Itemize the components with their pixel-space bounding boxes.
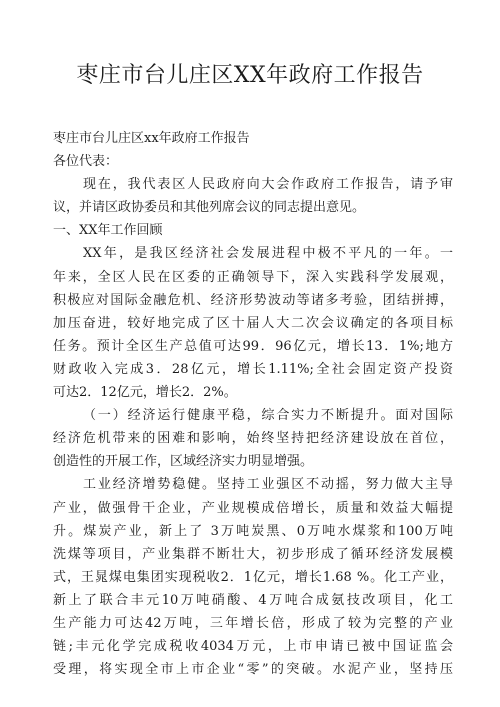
- body-line: 生产能力可达42万吨，三年增长倍，形成了较为完整的产业: [53, 615, 453, 631]
- section-heading: 一、XX年工作回顾: [53, 223, 163, 239]
- body-line: 受理，将实现全市上市企业“零”的突破。水泥产业，坚持压: [53, 662, 453, 678]
- body-line: 财政收入完成3．28亿元，增长1.11%;全社会固定资产投资: [53, 361, 453, 377]
- body-line: 链;丰元化学完成税收4034万元，上市申请已被中国证监会: [53, 639, 453, 655]
- body-line: 任务。预计全区生产总值可达99．96亿元，增长13．1%;地方: [53, 338, 453, 354]
- body-line: 工业经济增势稳健。坚持工业强区不动摇，努力做大主导: [83, 477, 453, 493]
- subsection-line: （一）经济运行健康平稳，综合实力不断提升。面对国际: [83, 408, 453, 424]
- document-title: 枣庄市台儿庄区XX年政府工作报告: [76, 63, 424, 88]
- body-line-salutation: 各位代表：: [53, 154, 119, 170]
- body-line: 现在，我代表区人民政府向大会作政府工作报告，请予审: [83, 177, 453, 193]
- body-line: 新上了联合丰元10万吨硝酸、4万吨合成氨技改项目，化工: [53, 592, 453, 608]
- body-line: 经济危机带来的困难和影响，始终坚持把经济建设放在首位，: [53, 431, 453, 447]
- body-line: XX年，是我区经济社会发展进程中极不平凡的一年。一: [83, 246, 453, 262]
- body-line: 式，王晁煤电集团实现税收2．1亿元，增长1.68 %。化工产业，: [53, 569, 453, 585]
- body-line-subtitle: 枣庄市台儿庄区xx年政府工作报告: [53, 131, 250, 146]
- body-line: 议，并请区政协委员和其他列席会议的同志提出意见。: [53, 200, 366, 216]
- body-line: 加压奋进，较好地完成了区十届人大二次会议确定的各项目标: [53, 315, 453, 331]
- body-line: 升。煤炭产业，新上了 3万吨炭黑、0万吨水煤浆和100万吨: [53, 523, 453, 539]
- body-line: 积极应对国际金融危机、经济形势波动等诸多考验，团结拼搏，: [53, 292, 453, 308]
- body-line: 可达2．12亿元，增长2．2%。: [53, 385, 237, 401]
- body-line: 年来，全区人民在区委的正确领导下，深入实践科学发展观，: [53, 269, 453, 285]
- body-line: 产业，做强骨干企业，产业规模成倍增长，质量和效益大幅提: [53, 500, 453, 516]
- document-body: [53, 127, 453, 681]
- body-line: 创造性的开展工作，区域经济实力明显增强。: [53, 454, 314, 470]
- body-line: 洗煤等项目，产业集群不断壮大，初步形成了循环经济发展模: [53, 546, 453, 562]
